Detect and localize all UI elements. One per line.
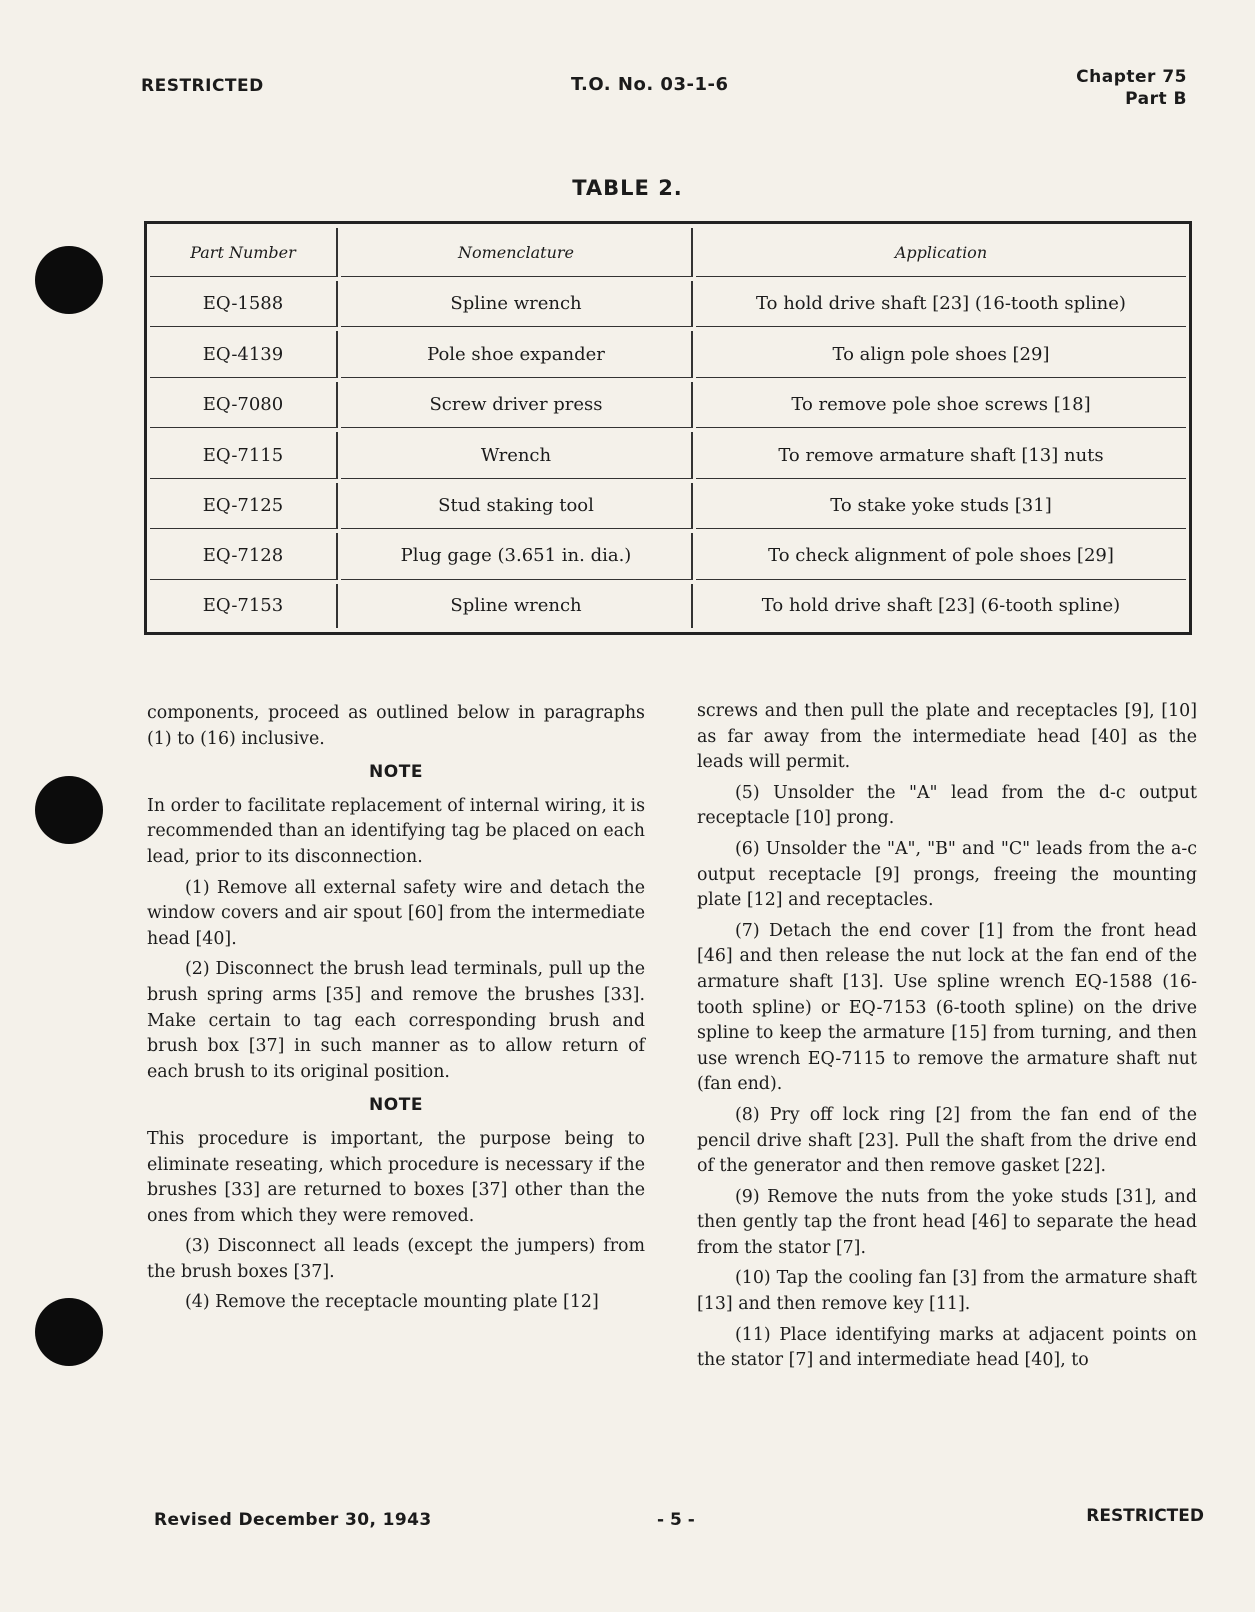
step-paragraph: (9) Remove the nuts from the yoke studs [31], and then gently tap the front head [46] to separate the head from the stator [7].	[697, 1186, 1197, 1258]
table-title: TABLE 2.	[572, 176, 683, 200]
column-header: Application	[696, 228, 1186, 277]
step-paragraph: (10) Tap the cooling fan [3] from the armature shaft [13] and then remove key [11].	[697, 1268, 1197, 1315]
step-paragraph: (2) Disconnect the brush lead terminals, pull up the brush spring arms [35] and remove the brushes [33]. Make certain to tag each corresponding brush and brush box [37] in such manner as to allow return of each brush to its original position.	[147, 959, 645, 1082]
classification-header: RESTRICTED	[141, 76, 264, 96]
table-row	[150, 432, 1186, 478]
application-cell: To remove armature shaft [13] nuts	[696, 432, 1186, 478]
nomenclature-cell: Spline wrench	[341, 584, 693, 628]
binder-hole-bottom	[35, 1298, 103, 1366]
chapter-block	[1076, 66, 1187, 110]
nomenclature-cell: Spline wrench	[341, 281, 693, 327]
nomenclature-cell: Plug gage (3.651 in. dia.)	[341, 533, 693, 579]
table-row	[150, 382, 1186, 428]
application-cell: To align pole shoes [29]	[696, 331, 1186, 377]
table-header-row	[150, 228, 1186, 277]
note-text: This procedure is important, the purpose being to eliminate reseating, which procedure is necessary if the brushes [33] are returned to boxes [37] other than the ones from which they were removed.	[147, 1128, 645, 1226]
step-paragraph: (7) Detach the end cover [1] from the front head [46] and then release the nut lock at the fan end of the armature shaft [13]. Use spline wrench EQ-1588 (16-tooth spline) or EQ-7153 (6-tooth spline) on the drive spline to keep the armature [15] from turning, and then use wrench EQ-7115 to remove the armature shaft nut (fan end).	[697, 920, 1197, 1095]
step-paragraph: (11) Place identifying marks at adjacent points on the stator [7] and intermediate head [40], to	[697, 1324, 1197, 1371]
note-heading: NOTE	[369, 1095, 423, 1116]
part-number-cell: EQ-7128	[150, 533, 338, 579]
right-text-column	[697, 699, 1197, 1379]
column-header: Nomenclature	[341, 228, 693, 277]
part-number-cell: EQ-7125	[150, 483, 338, 529]
nomenclature-cell: Stud staking tool	[341, 483, 693, 529]
page-number: - 5 -	[657, 1510, 695, 1530]
note-text: In order to facilitate replacement of internal wiring, it is recommended than an identifying tag be placed on each lead, prior to its disconnection.	[147, 795, 645, 867]
table-row	[150, 483, 1186, 529]
intro-paragraph: components, proceed as outlined below in paragraphs (1) to (16) inclusive.	[147, 703, 645, 749]
binder-hole-middle	[35, 776, 103, 844]
application-cell: To remove pole shoe screws [18]	[696, 382, 1186, 428]
application-cell: To hold drive shaft [23] (6-tooth spline)	[761, 595, 1121, 617]
classification-footer: RESTRICTED	[1086, 1506, 1204, 1526]
nomenclature-cell: Wrench	[341, 432, 693, 478]
to-number: T.O. No. 03-1-6	[571, 74, 729, 95]
column-header: Part Number	[150, 228, 338, 277]
table-row	[150, 584, 1186, 628]
step-paragraph: (6) Unsolder the "A", "B" and "C" leads from the a-c output receptacle [9] prongs, freeing the mounting plate [12] and receptacles.	[697, 838, 1197, 911]
step-paragraph: (5) Unsolder the "A" lead from the d-c output receptacle [10] prong.	[697, 782, 1197, 829]
tool-table	[144, 221, 1192, 635]
table-row	[150, 533, 1186, 579]
part-number-cell: EQ-4139	[150, 331, 338, 377]
step-paragraph: (3) Disconnect all leads (except the jumpers) from the brush boxes [37].	[147, 1236, 645, 1282]
table-row	[150, 281, 1186, 327]
step-paragraph-continued: screws and then pull the plate and receptacles [9], [10] as far away from the intermediate head [40] as the leads will permit.	[697, 701, 1197, 773]
nomenclature-cell: Pole shoe expander	[341, 331, 693, 377]
chapter-label: Chapter 75	[1076, 67, 1187, 87]
nomenclature-cell: Screw driver press	[341, 382, 693, 428]
left-text-column	[147, 701, 645, 1321]
step-paragraph: (8) Pry off lock ring [2] from the fan end of the pencil drive shaft [23]. Pull the shaft from the drive end of the generator and then remove gasket [22].	[697, 1104, 1197, 1177]
note-heading: NOTE	[369, 762, 423, 783]
step-paragraph: (1) Remove all external safety wire and detach the window covers and air spout [60] from the intermediate head [40].	[147, 877, 645, 949]
part-number-cell: EQ-7153	[150, 584, 338, 628]
binder-hole-top	[35, 246, 103, 314]
application-cell: To stake yoke studs [31]	[696, 483, 1186, 529]
part-number-cell: EQ-1588	[150, 281, 338, 327]
step-paragraph: (4) Remove the receptacle mounting plate [12]	[185, 1292, 599, 1313]
application-cell: To hold drive shaft [23] (16-tooth spline)	[696, 281, 1186, 327]
part-label: Part B	[1125, 89, 1187, 109]
application-cell: To check alignment of pole shoes [29]	[696, 533, 1186, 579]
table-row	[150, 331, 1186, 377]
part-number-cell: EQ-7115	[150, 432, 338, 478]
part-number-cell: EQ-7080	[150, 382, 338, 428]
revision-date: Revised December 30, 1943	[154, 1510, 432, 1530]
